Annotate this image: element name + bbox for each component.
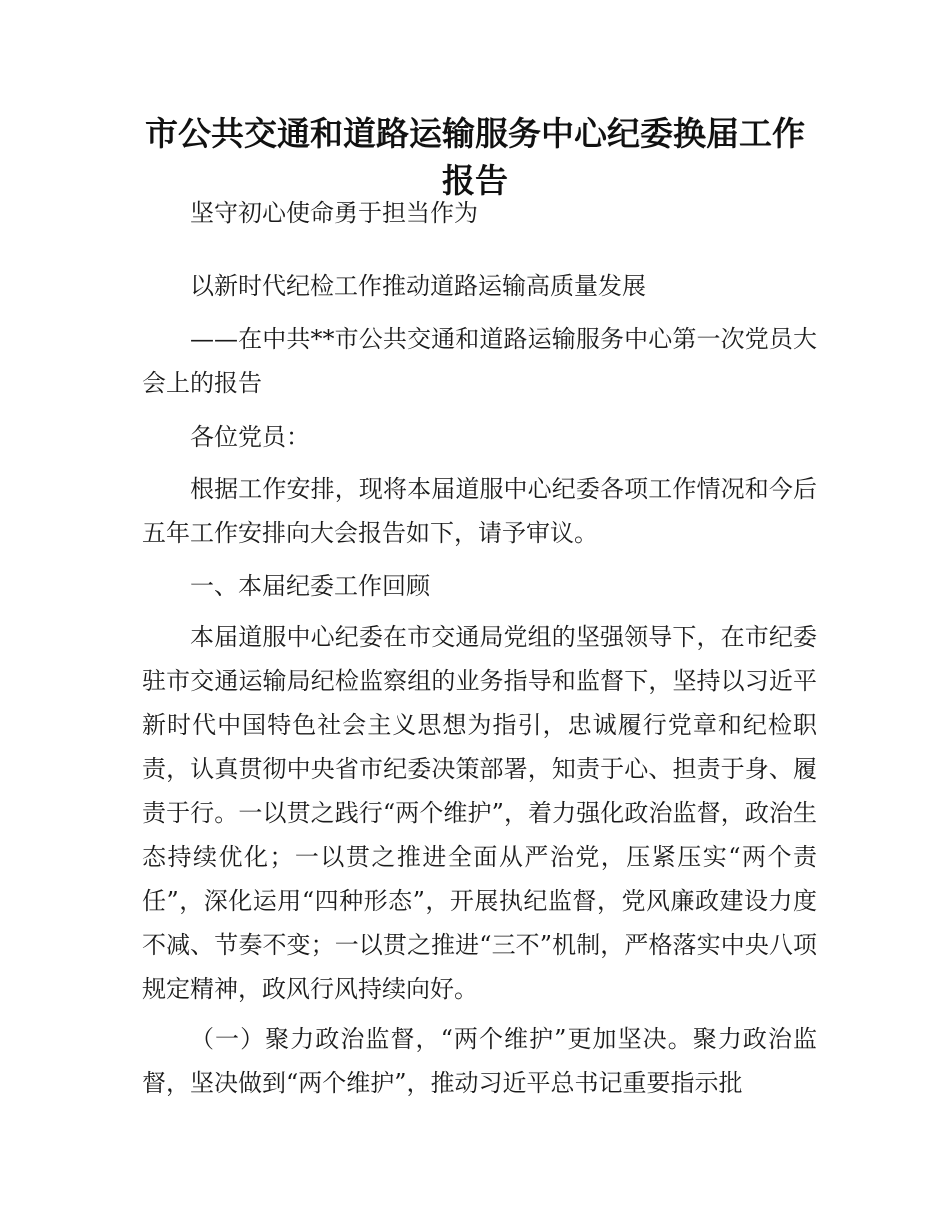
document-title-line1: 市公共交通和道路运输服务中心纪委换届工作: [145, 114, 805, 153]
salutation: 各位党员：: [190, 423, 310, 451]
section-1-body: 本届道服中心纪委在市交通局党组的坚强领导下，在市纪委驻市交通运输局纪检监察组的业务指导和监督下，坚持以习近平新时代中国特色社会主义思想为指引，忠诚履行党章和纪检职责，认真贯彻中央省市纪委决策部署，知责于心、担责于身、履责于行。一以贯之践行“两个维护”，着力强化政治监督，政治生态持续优化；一以贯之推进全面从严治党，压紧压实“两个责任”，深化运用“四种形态”，开展执纪监督，党风廉政建设力度不减、节奏不变；一以贯之推进“三不”机制，严格落实中央八项规定精神，政风行风持续向好。: [142, 623, 817, 1003]
section-1-heading: 一、本届纪委工作回顾: [190, 572, 430, 600]
intro-paragraph: 根据工作安排，现将本届道服中心纪委各项工作情况和今后五年工作安排向大会报告如下，请予审议。: [142, 475, 817, 547]
subsection-1-body: （一）聚力政治监督，“两个维护”更加坚决。聚力政治监督，坚决做到“两个维护”，推动习近平总书记重要指示批: [142, 1025, 817, 1097]
subtitle-theme: 以新时代纪检工作推动道路运输高质量发展: [190, 272, 646, 300]
document-title-line2: 报告: [442, 161, 508, 200]
subtitle-occasion: ——在中共**市公共交通和道路运输服务中心第一次党员大会上的报告: [142, 325, 817, 397]
subtitle-slogan: 坚守初心使命勇于担当作为: [190, 199, 478, 227]
